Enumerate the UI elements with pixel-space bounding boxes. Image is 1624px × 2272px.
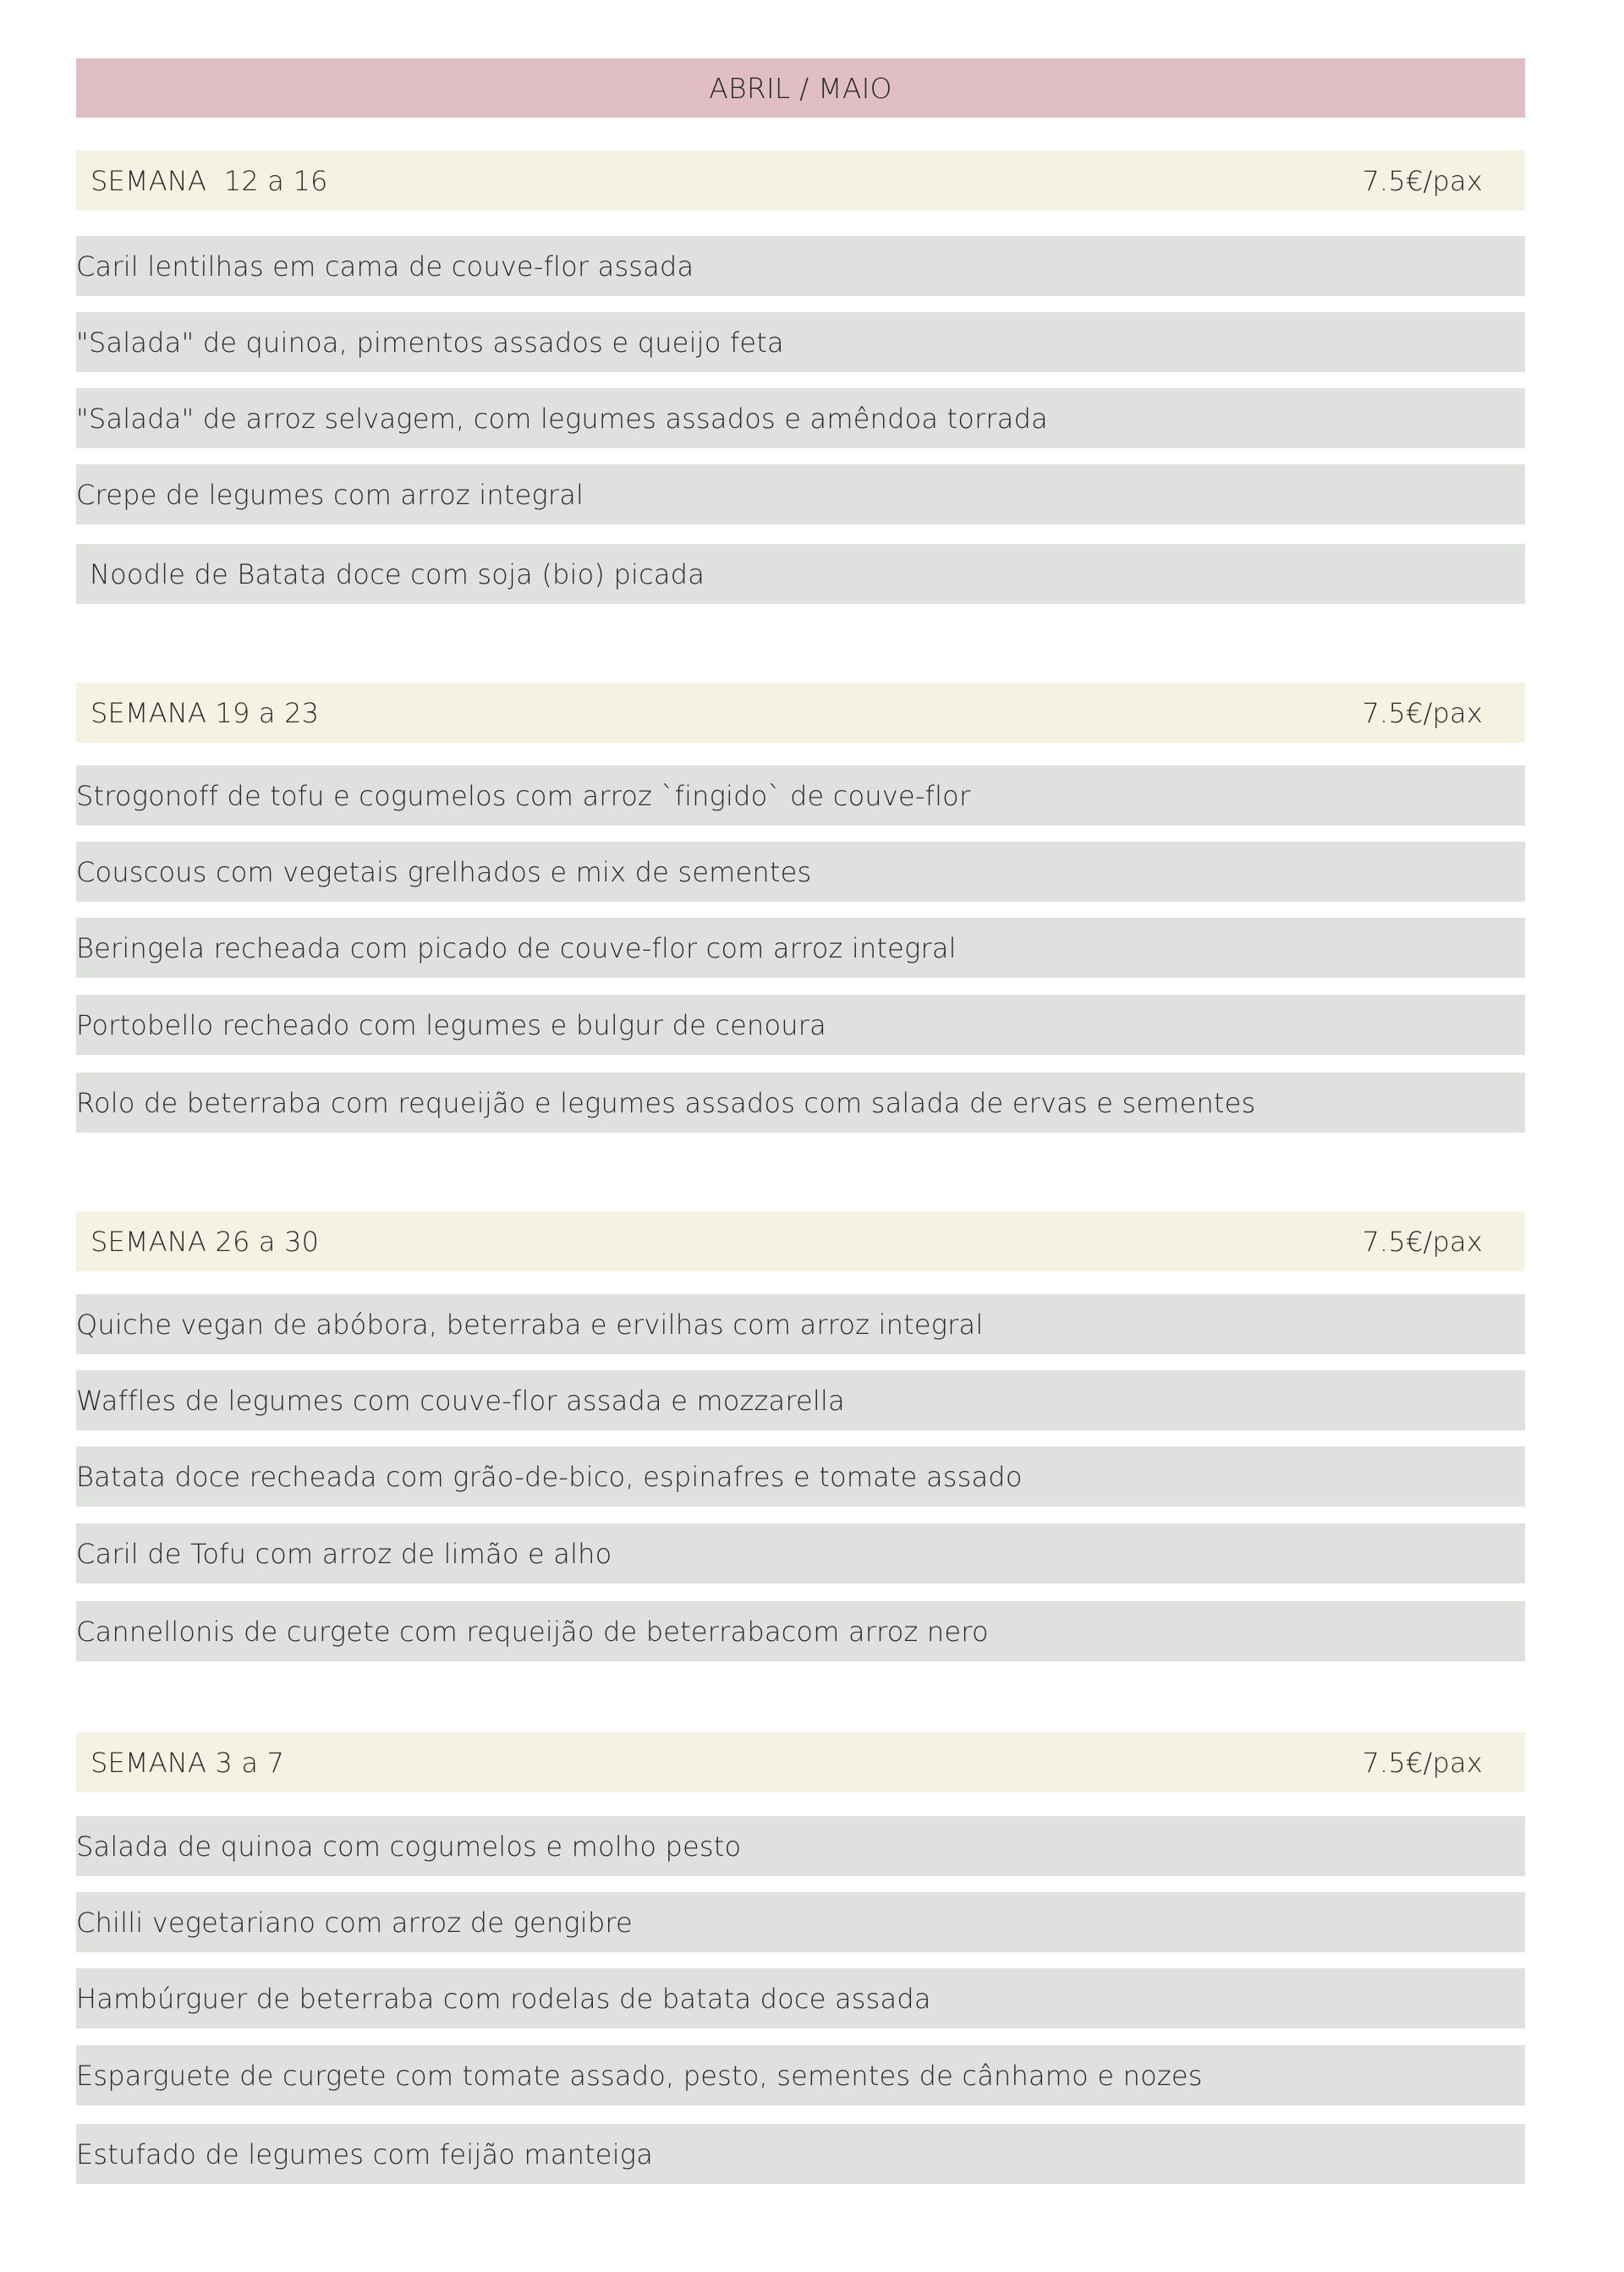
menu-item-text: Hambúrguer de beterraba com rodelas de batata doce assada xyxy=(76,1982,931,2015)
menu-item-text: "Salada" de quinoa, pimentos assados e queijo feta xyxy=(76,326,784,359)
week-header xyxy=(76,1211,1525,1271)
menu-item xyxy=(76,1370,1525,1430)
week-label: SEMANA 26 a 30 xyxy=(91,1225,320,1258)
menu-item-text: Portobello recheado com legumes e bulgur de cenoura xyxy=(76,1008,826,1041)
menu-item-text: Quiche vegan de abóbora, beterraba e ervilhas com arroz integral xyxy=(76,1308,984,1341)
week-price: 7.5€/pax xyxy=(1362,1746,1483,1779)
week-label: SEMANA 12 a 16 xyxy=(91,164,328,197)
menu-item xyxy=(76,918,1525,978)
menu-item xyxy=(76,2045,1525,2105)
menu-title-bar xyxy=(76,58,1525,118)
week-price: 7.5€/pax xyxy=(1362,164,1483,197)
menu-item-text: Couscous com vegetais grelhados e mix de sementes xyxy=(76,855,812,888)
week-price: 7.5€/pax xyxy=(1362,1225,1483,1258)
menu-item xyxy=(76,2124,1525,2184)
menu-item-text: Caril lentilhas em cama de couve-flor assada xyxy=(76,250,694,283)
week-label: SEMANA 3 a 7 xyxy=(91,1746,285,1779)
menu-item xyxy=(76,995,1525,1055)
menu-item-text: Noodle de Batata doce com soja (bio) picada xyxy=(90,557,705,590)
menu-item-text: Salada de quinoa com cogumelos e molho pesto xyxy=(76,1830,742,1863)
menu-item-text: Caril de Tofu com arroz de limão e alho xyxy=(76,1537,612,1570)
menu-item xyxy=(76,544,1525,604)
week-header xyxy=(76,151,1525,211)
menu-title: ABRIL / MAIO xyxy=(709,71,892,105)
week-header xyxy=(76,683,1525,743)
menu-item-text: Batata doce recheada com grão-de-bico, espinafres e tomate assado xyxy=(76,1460,1023,1493)
menu-item xyxy=(76,312,1525,372)
menu-item xyxy=(76,1523,1525,1583)
menu-item xyxy=(76,842,1525,902)
menu-item-text: Rolo de beterraba com requeijão e legumes assados com salada de ervas e sementes xyxy=(76,1086,1256,1119)
menu-item-text: Estufado de legumes com feijão manteiga xyxy=(76,2138,654,2170)
menu-item-text: Crepe de legumes com arroz integral xyxy=(76,478,584,511)
menu-item xyxy=(76,1601,1525,1661)
menu-item-text: Chilli vegetariano com arroz de gengibre xyxy=(76,1906,633,1939)
menu-item xyxy=(76,1446,1525,1506)
menu-item-text: Beringela recheada com picado de couve-flor com arroz integral xyxy=(76,931,957,964)
menu-item xyxy=(76,236,1525,296)
week-price: 7.5€/pax xyxy=(1362,696,1483,729)
menu-item xyxy=(76,388,1525,448)
menu-item xyxy=(76,464,1525,524)
menu-item-text: Esparguete de curgete com tomate assado, pesto, sementes de cânhamo e nozes xyxy=(76,2059,1203,2092)
menu-item xyxy=(76,1294,1525,1354)
menu-item xyxy=(76,766,1525,826)
menu-item-text: Strogonoff de tofu e cogumelos com arroz `fingido` de couve-flor xyxy=(76,779,971,812)
menu-item xyxy=(76,1816,1525,1876)
menu-item xyxy=(76,1073,1525,1133)
menu-item xyxy=(76,1968,1525,2028)
menu-item-text: "Salada" de arroz selvagem, com legumes assados e amêndoa torrada xyxy=(76,402,1048,435)
menu-item xyxy=(76,1892,1525,1952)
week-header xyxy=(76,1732,1525,1792)
menu-item-text: Cannellonis de curgete com requeijão de beterrabacom arroz nero xyxy=(76,1615,989,1648)
menu-item-text: Waffles de legumes com couve-flor assada e mozzarella xyxy=(76,1384,845,1417)
week-label: SEMANA 19 a 23 xyxy=(91,696,320,729)
